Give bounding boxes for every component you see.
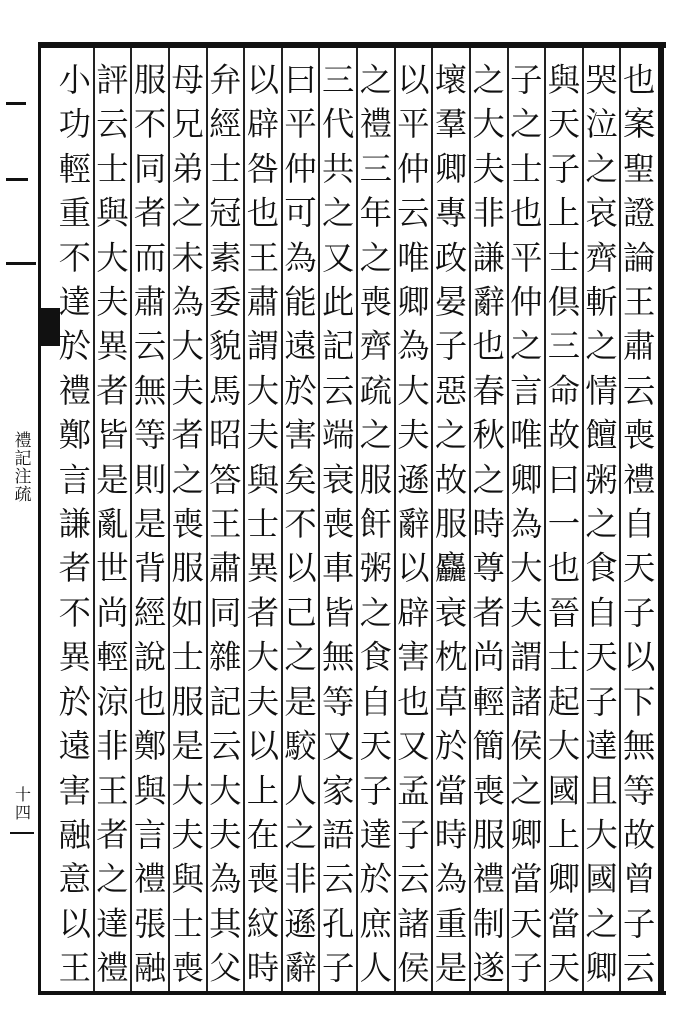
text-column: 小 功 輕 重 不 達 於 禮 鄭 言 謙 者 不 異 於 遠 害 融 意 以 王 bbox=[58, 61, 91, 988]
frame-bottom-border bbox=[38, 991, 666, 995]
text-column: 服 不 同 者 而 肅 云 無 等 則 是 背 經 說 也 鄭 與 言 禮 張 融 bbox=[133, 61, 167, 988]
text-column: 以 平 仲 云 唯 卿 為 大 夫 遜 辭 以 辟 害 也 又 孟 子 云 諸 侯 bbox=[397, 61, 430, 988]
text-column: 之 禮 三 年 之 喪 齊 疏 之 服 飦 粥 之 食 自 天 子 達 於 庶 人 bbox=[359, 61, 392, 988]
gutter-tick bbox=[6, 102, 26, 105]
column-rule bbox=[168, 48, 170, 991]
gutter-tick bbox=[10, 832, 34, 834]
text-column: 子 之 士 也 平 仲 之 言 唯 卿 為 大 夫 謂 諸 侯 之 卿 當 天 子 bbox=[510, 61, 543, 988]
text-column: 曰 平 仲 可 為 能 遠 於 害 矣 不 以 己 之 是 駮 人 之 非 遜 辭 bbox=[284, 61, 317, 988]
page-number: 十 四 bbox=[14, 785, 31, 822]
text-column: 以 辟 咎 也 王 肅 謂 大 夫 與 士 異 者 大 夫 以 上 在 喪 紋 時 bbox=[246, 61, 280, 988]
text-column: 哭 泣 之 哀 齊 斬 之 情 饘 粥 之 食 自 天 子 達 且 大 國 之 卿 bbox=[585, 61, 618, 988]
text-column: 評 云 士 與 大 夫 異 者 皆 是 亂 世 尚 輕 涼 非 王 者 之 達 禮 bbox=[96, 61, 129, 988]
text-column: 壞 羣 卿 專 政 晏 子 惡 之 故 服 麤 衰 枕 草 於 當 時 為 重 是 bbox=[434, 61, 468, 988]
frame-right-border bbox=[658, 42, 664, 995]
text-column: 與 天 子 上 士 倶 三 命 故 曰 一 也 晉 士 起 大 國 上 卿 當 天 bbox=[547, 61, 581, 988]
text-column: 之 大 夫 非 謙 辭 也 春 秋 之 時 尊 者 尚 輕 簡 喪 服 禮 制 遂 bbox=[472, 61, 505, 988]
frame-left-border bbox=[38, 42, 41, 995]
column-rule bbox=[93, 48, 95, 991]
gutter-tick bbox=[6, 178, 28, 181]
text-column: 三 代 共 之 又 此 記 云 端 衰 喪 車 皆 無 等 又 家 語 云 孔 子 bbox=[322, 61, 355, 988]
text-column: 也 案 聖 證 論 王 肅 云 喪 禮 自 天 子 以 下 無 等 故 曾 子 云 bbox=[623, 61, 656, 988]
column-rule bbox=[130, 48, 132, 991]
text-column: 弁 經 士 冠 素 委 貌 馬 昭 答 王 肅 同 雜 記 云 大 夫 為 其 父 bbox=[209, 61, 242, 988]
gutter-tick bbox=[6, 262, 36, 265]
text-column: 母 兄 弟 之 未 為 大 夫 者 之 喪 服 如 士 服 是 大 夫 與 士 喪 bbox=[171, 61, 204, 988]
margin-title: 禮 記 注 疏 bbox=[14, 431, 32, 505]
